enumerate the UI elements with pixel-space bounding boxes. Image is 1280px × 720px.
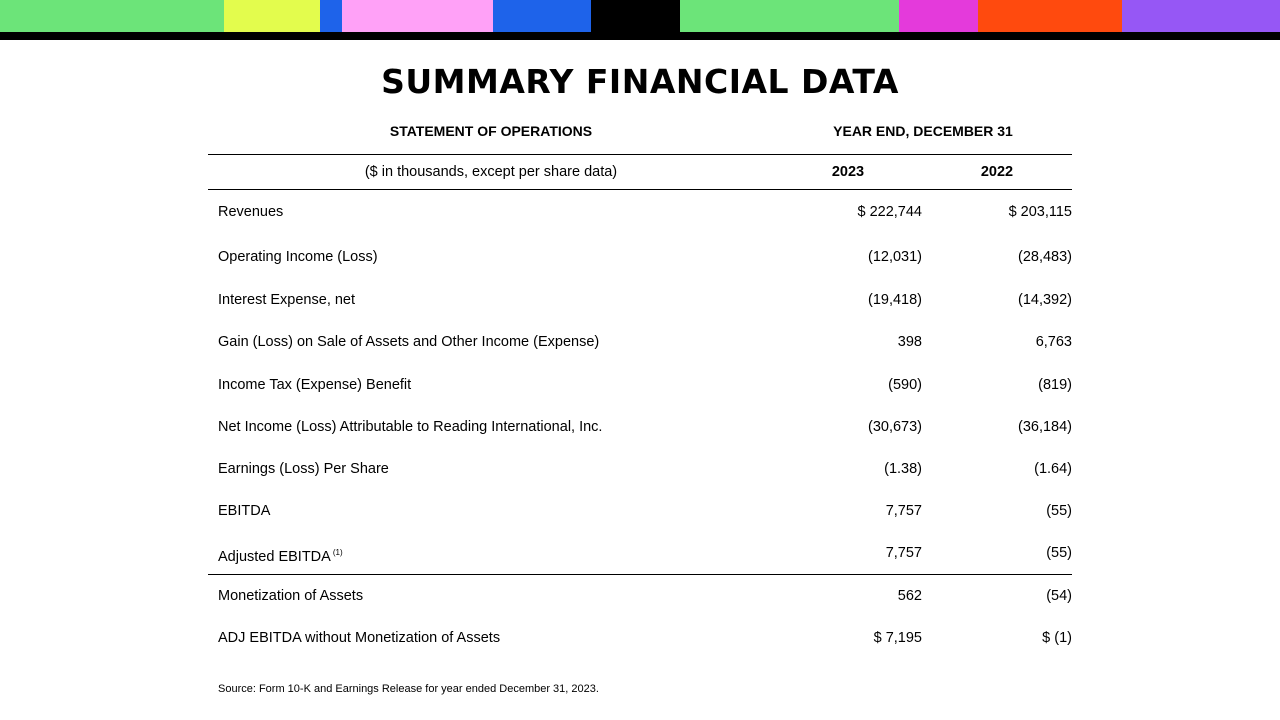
table-row <box>208 457 1072 481</box>
value-2022: (1.64) <box>1034 461 1072 477</box>
value-2022: (819) <box>1038 377 1072 393</box>
row-label-with-footnote <box>218 541 343 569</box>
header-divider <box>0 32 1280 40</box>
row-label: Adjusted EBITDA <box>218 549 331 565</box>
value-2022: $ (1) <box>1042 630 1072 646</box>
color-segment <box>320 0 342 32</box>
table-row <box>208 499 1072 523</box>
row-label: ADJ EBITDA without Monetization of Assets <box>218 630 501 646</box>
value-2022: 6,763 <box>1035 334 1072 350</box>
value-2022: (14,392) <box>1017 292 1072 308</box>
color-segment <box>978 0 1122 32</box>
value-2022: (36,184) <box>1017 419 1072 435</box>
source-footnote: Source: Form 10-K and Earnings Release for year ended December 31, 2023. <box>218 683 599 695</box>
row-label: Operating Income (Loss) <box>218 249 378 265</box>
color-stripe-banner <box>0 0 1280 32</box>
page-title: SUMMARY FINANCIAL DATA <box>381 62 899 101</box>
color-segment <box>591 0 680 32</box>
table-top-rule <box>208 154 1072 155</box>
value-2023: (12,031) <box>867 249 922 265</box>
table-row <box>208 245 1072 269</box>
value-2023: 7,757 <box>885 503 922 519</box>
value-2023: 7,757 <box>885 545 922 561</box>
row-label: Monetization of Assets <box>218 588 364 604</box>
table-row <box>208 626 1072 650</box>
value-2023: $ 222,744 <box>857 204 922 220</box>
color-segment <box>680 0 899 32</box>
table-row <box>208 415 1072 439</box>
table-row <box>208 373 1072 397</box>
color-segment <box>899 0 978 32</box>
row-label: EBITDA <box>218 503 271 519</box>
color-segment <box>1122 0 1280 32</box>
year-2022-header: 2022 <box>980 164 1014 180</box>
table-row <box>208 584 1072 608</box>
row-label: Net Income (Loss) Attributable to Reading International, Inc. <box>218 419 603 435</box>
period-header: YEAR END, DECEMBER 31 <box>833 123 1013 139</box>
value-2023: (1.38) <box>884 461 922 477</box>
value-2022: (28,483) <box>1017 249 1072 265</box>
footnote-marker: (1) <box>332 548 343 557</box>
table-row <box>208 330 1072 354</box>
value-2023: 398 <box>897 334 922 350</box>
value-2022: (55) <box>1046 545 1072 561</box>
row-label: Interest Expense, net <box>218 292 356 308</box>
subtotal-rule <box>208 574 1072 575</box>
value-2023: (19,418) <box>867 292 922 308</box>
color-segment <box>342 0 493 32</box>
color-segment <box>224 0 320 32</box>
row-label: Earnings (Loss) Per Share <box>218 461 389 477</box>
row-label: Gain (Loss) on Sale of Assets and Other Income (Expense) <box>218 334 600 350</box>
table-row <box>208 541 1072 565</box>
row-label: Income Tax (Expense) Benefit <box>218 377 412 393</box>
value-2022: $ 203,115 <box>1008 204 1072 220</box>
table-row <box>208 288 1072 312</box>
year-2023-header: 2023 <box>831 164 865 180</box>
color-segment <box>493 0 591 32</box>
value-2023: $ 7,195 <box>873 630 922 646</box>
value-2023: (590) <box>888 377 922 393</box>
unit-note: ($ in thousands, except per share data) <box>364 164 618 180</box>
row-label: Revenues <box>218 204 284 220</box>
table-row <box>208 200 1072 224</box>
value-2023: 562 <box>897 588 922 604</box>
section-header: STATEMENT OF OPERATIONS <box>389 123 593 139</box>
column-header-rule <box>208 189 1072 190</box>
value-2022: (55) <box>1046 503 1072 519</box>
value-2023: (30,673) <box>867 419 922 435</box>
color-segment <box>0 0 224 32</box>
value-2022: (54) <box>1046 588 1072 604</box>
